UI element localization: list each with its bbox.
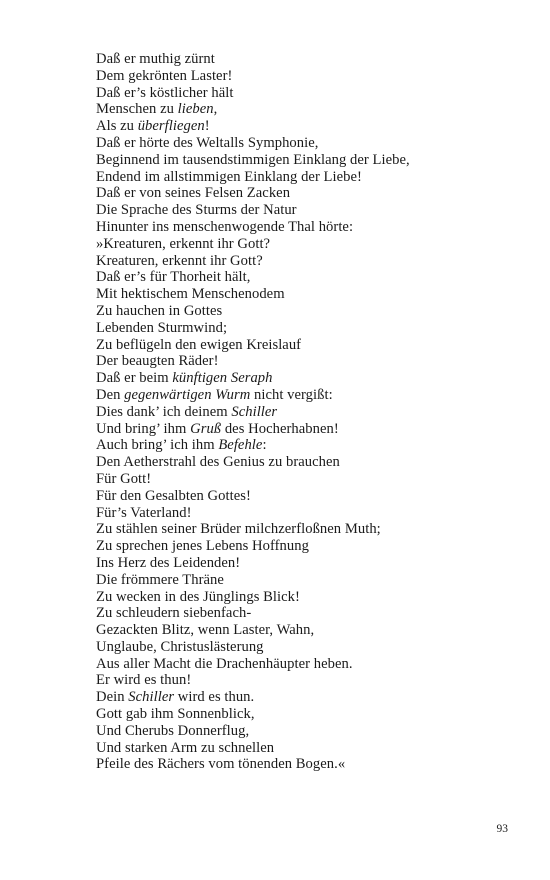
line-text: Daß er beim bbox=[96, 370, 173, 387]
poem-line bbox=[96, 253, 516, 270]
line-text: Hinunter ins menschenwogende Thal hörte: bbox=[96, 218, 354, 235]
line-text: Den Aetherstrahl des Genius zu brauchen bbox=[96, 454, 340, 471]
line-text: nicht vergißt: bbox=[250, 386, 333, 403]
poem-line bbox=[96, 152, 516, 169]
line-text: Ins Herz des Leidenden! bbox=[96, 554, 241, 571]
poem-line bbox=[96, 471, 516, 488]
line-text: Beginnend im tausendstimmigen Einklang der Liebe, bbox=[96, 151, 410, 168]
line-text: Die Sprache des Sturms der Natur bbox=[96, 202, 297, 219]
poem-line bbox=[96, 572, 516, 589]
poem-line bbox=[96, 101, 516, 118]
poem-line bbox=[96, 488, 516, 505]
line-text: Daß er von seines Felsen Zacken bbox=[96, 185, 291, 202]
line-text: Aus aller Macht die Drachenhäupter heben. bbox=[96, 655, 353, 672]
poem-line bbox=[96, 185, 516, 202]
poem-line bbox=[96, 672, 516, 689]
poem-line bbox=[96, 454, 516, 471]
line-text: ! bbox=[204, 118, 210, 135]
poem-line bbox=[96, 202, 516, 219]
poem-line bbox=[96, 353, 516, 370]
poem-line bbox=[96, 656, 516, 673]
poem-line bbox=[96, 404, 516, 421]
poem-line bbox=[96, 555, 516, 572]
poem-line bbox=[96, 521, 516, 538]
line-text: Auch bring’ ich ihm bbox=[96, 437, 219, 454]
poem-line bbox=[96, 756, 516, 773]
poem-line bbox=[96, 689, 516, 706]
poem-line bbox=[96, 605, 516, 622]
line-text: Dies dank’ ich deinem bbox=[96, 403, 232, 420]
poem-line bbox=[96, 505, 516, 522]
line-text: Zu schleudern siebenfach- bbox=[96, 605, 252, 622]
line-text: , bbox=[213, 101, 218, 118]
poem-line bbox=[96, 589, 516, 606]
poem-line bbox=[96, 337, 516, 354]
poem-line bbox=[96, 421, 516, 438]
line-text: Daß er’s köstlicher hält bbox=[96, 84, 234, 101]
line-text: Zu hauchen in Gottes bbox=[96, 302, 223, 319]
italic-text: Gruß bbox=[190, 420, 222, 437]
italic-text: gegenwärtigen Wurm bbox=[124, 386, 251, 403]
line-text: »Kreaturen, erkennt ihr Gott? bbox=[96, 235, 271, 252]
poem-line bbox=[96, 706, 516, 723]
line-text: Zu beflügeln den ewigen Kreislauf bbox=[96, 336, 302, 353]
italic-text: künftigen Seraph bbox=[172, 370, 273, 387]
poem-line bbox=[96, 68, 516, 85]
line-text: Menschen zu bbox=[96, 101, 178, 118]
italic-text: überfliegen bbox=[137, 118, 205, 135]
poem-line bbox=[96, 740, 516, 757]
line-text: wird es thun. bbox=[174, 689, 255, 706]
poem-line bbox=[96, 118, 516, 135]
line-text: Daß er hörte des Weltalls Symphonie, bbox=[96, 134, 319, 151]
poem-line bbox=[96, 303, 516, 320]
poem-line bbox=[96, 437, 516, 454]
line-text: Für’s Vaterland! bbox=[96, 504, 192, 521]
line-text: Zu wecken in des Jünglings Blick! bbox=[96, 588, 300, 605]
line-text: Für Gott! bbox=[96, 470, 152, 487]
poem-line bbox=[96, 723, 516, 740]
poem-line bbox=[96, 622, 516, 639]
line-text: Daß er’s für Thorheit hält, bbox=[96, 269, 251, 286]
italic-text: lieben bbox=[177, 101, 214, 118]
line-text: Lebenden Sturmwind; bbox=[96, 319, 228, 336]
line-text: Daß er muthig zürnt bbox=[96, 51, 215, 67]
poem-text bbox=[96, 51, 516, 773]
poem-line bbox=[96, 236, 516, 253]
line-text: Den bbox=[96, 386, 125, 403]
poem-line bbox=[96, 85, 516, 102]
line-text: Zu stählen seiner Brüder milchzerfloßnen Muth; bbox=[96, 521, 381, 538]
line-text: Mit hektischem Menschenodem bbox=[96, 286, 285, 303]
line-text: Und bring’ ihm bbox=[96, 420, 191, 437]
poem-line bbox=[96, 286, 516, 303]
poem-line bbox=[96, 219, 516, 236]
italic-text: Schiller bbox=[128, 689, 175, 706]
italic-text: Schiller bbox=[231, 403, 278, 420]
poem-line bbox=[96, 135, 516, 152]
italic-text: Befehle bbox=[218, 437, 263, 454]
poem-line bbox=[96, 169, 516, 186]
line-text: Und Cherubs Donnerflug, bbox=[96, 722, 250, 739]
line-text: des Hocherhabnen! bbox=[221, 420, 339, 437]
line-text: Er wird es thun! bbox=[96, 672, 192, 689]
line-text: Als zu bbox=[96, 118, 138, 135]
poem-line bbox=[96, 51, 516, 68]
poem-line bbox=[96, 370, 516, 387]
line-text: Kreaturen, erkennt ihr Gott? bbox=[96, 252, 263, 269]
line-text: Zu sprechen jenes Lebens Hoffnung bbox=[96, 538, 309, 555]
line-text: Gott gab ihm Sonnenblick, bbox=[96, 706, 255, 723]
page-number: 93 bbox=[496, 823, 508, 835]
line-text: Pfeile des Rächers vom tönenden Bogen.« bbox=[96, 756, 346, 773]
line-text: Dein bbox=[96, 689, 129, 706]
line-text: Die frömmere Thräne bbox=[96, 571, 224, 588]
line-text: Der beaugten Räder! bbox=[96, 353, 219, 370]
line-text: : bbox=[262, 437, 267, 454]
line-text: Unglaube, Christuslästerung bbox=[96, 638, 264, 655]
poem-line bbox=[96, 320, 516, 337]
poem-line bbox=[96, 269, 516, 286]
line-text: Endend im allstimmigen Einklang der Liebe! bbox=[96, 168, 362, 185]
line-text: Gezackten Blitz, wenn Laster, Wahn, bbox=[96, 622, 315, 639]
line-text: Und starken Arm zu schnellen bbox=[96, 739, 275, 756]
line-text: Für den Gesalbten Gottes! bbox=[96, 487, 251, 504]
line-text: Dem gekrönten Laster! bbox=[96, 67, 233, 84]
poem-line bbox=[96, 538, 516, 555]
poem-line bbox=[96, 387, 516, 404]
poem-line bbox=[96, 639, 516, 656]
